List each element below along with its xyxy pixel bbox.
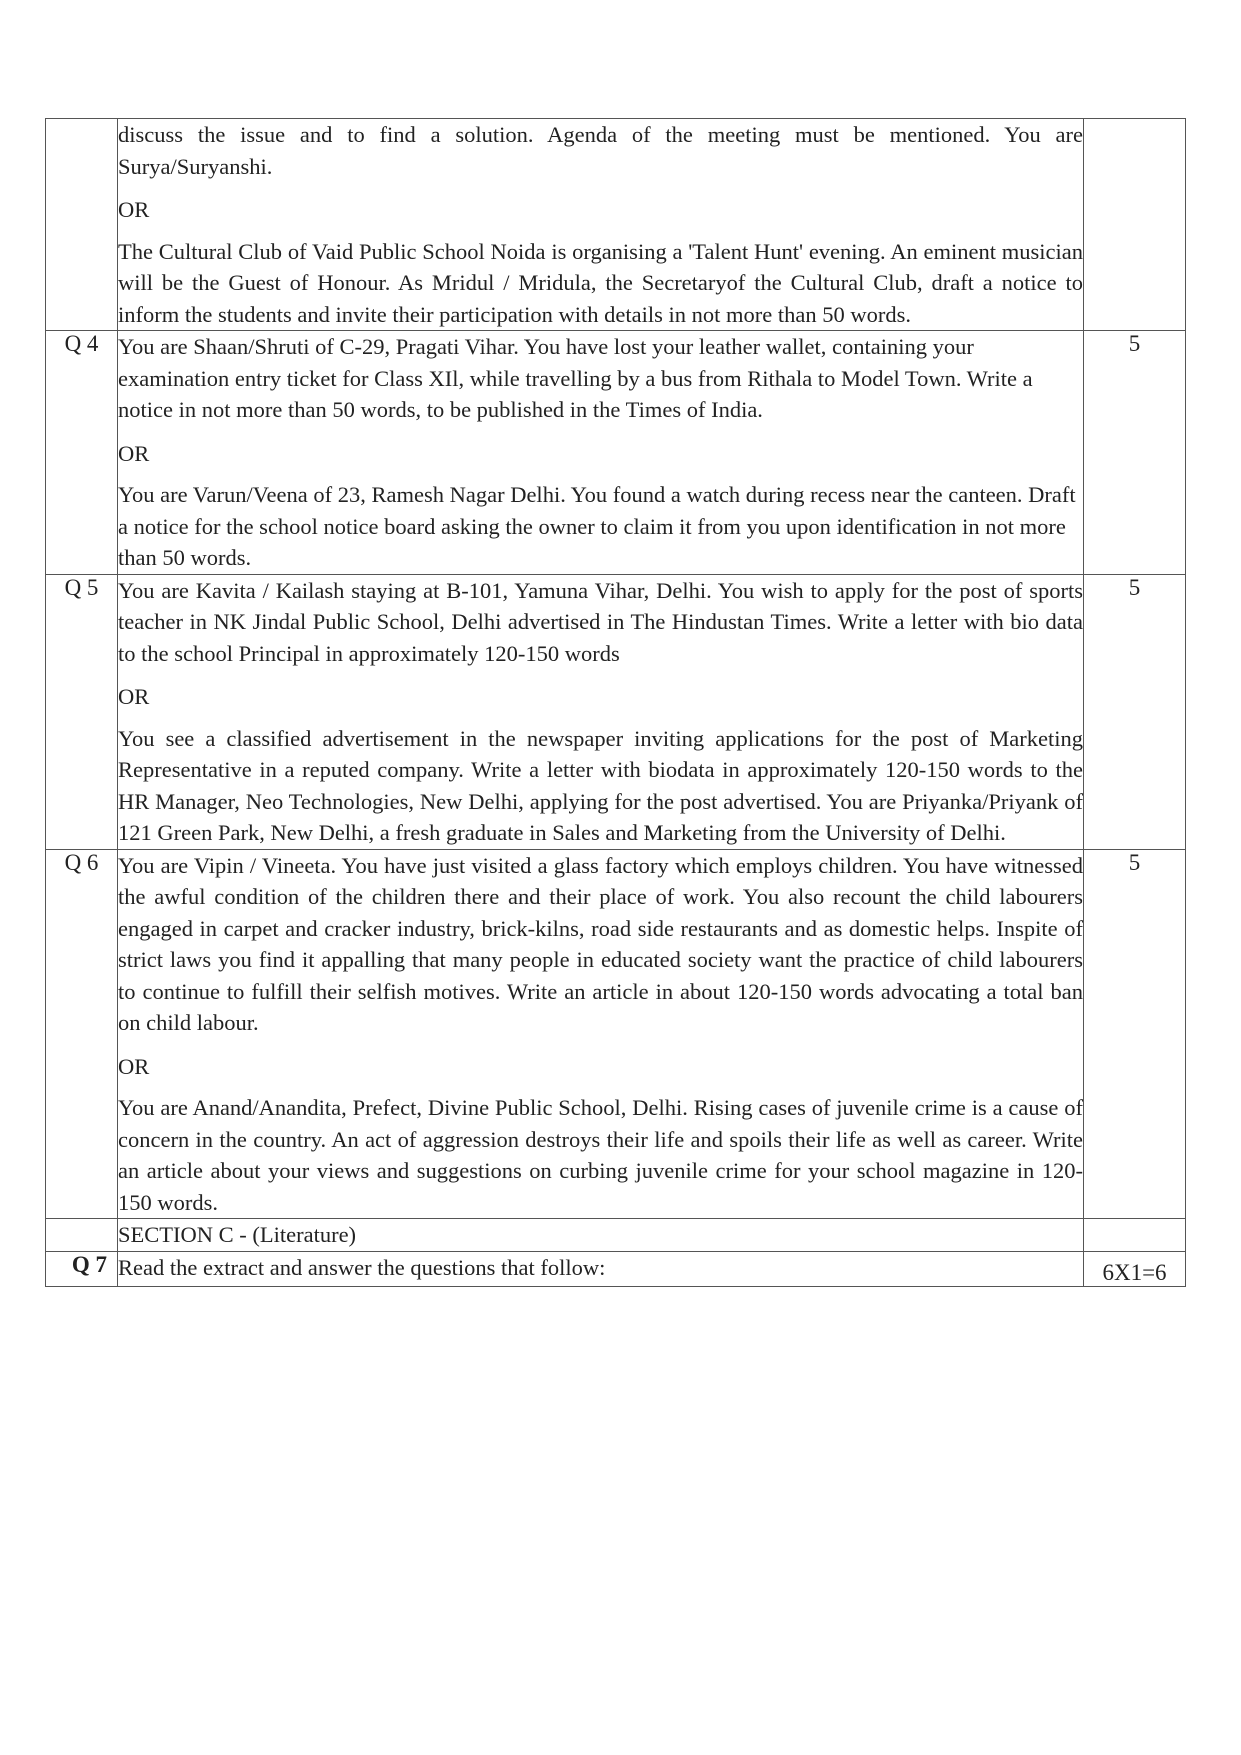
marks-cell: 6X1=6 [1084, 1251, 1186, 1286]
question-number: Q 7 [46, 1251, 118, 1286]
question-row-q7 [46, 1251, 1186, 1286]
question-text: Read the extract and answer the questions that follow: [118, 1251, 1084, 1286]
question-text-cell [118, 849, 1084, 1219]
question-number [46, 1219, 118, 1252]
question-paragraph: You are Shaan/Shruti of C-29, Pragati Vihar. You have lost your leather wallet, containing your examination entry ticket for Class XIl, while travelling by a bus from Rithala to Model Town. Write a notice in not more than 50 words, to be published in the Times of India. [118, 334, 1033, 422]
alternative-question-paragraph: You are Anand/Anandita, Prefect, Divine Public School, Delhi. Rising cases of juvenile crime is a cause of concern in the country. An act of aggression destroys their life and spoils their life as well as career. Write an article about your views and suggestions on curbing juvenile crime for your school magazine in 120-150 words. [118, 1095, 1083, 1215]
question-row-q5 [46, 574, 1186, 849]
or-separator: OR [118, 440, 150, 466]
question-number: Q 5 [46, 574, 118, 849]
alternative-question-paragraph: You are Varun/Veena of 23, Ramesh Nagar Delhi. You found a watch during recess near the canteen. Draft a notice for the school notice board asking the owner to claim it from you upon identification in not more than 50 words. [118, 482, 1076, 570]
question-number [46, 119, 118, 331]
question-number: Q 4 [46, 331, 118, 575]
question-paragraph: You are Kavita / Kailash staying at B-101, Yamuna Vihar, Delhi. You wish to apply for the post of sports teacher in NK Jindal Public School, Delhi advertised in The Hindustan Times. Write a letter with bio data to the school Principal in approximately 120-150 words [118, 577, 1083, 666]
marks-cell [1084, 119, 1186, 331]
question-text-cell [118, 331, 1084, 575]
question-row-q6 [46, 849, 1186, 1219]
question-text-cell [118, 119, 1084, 331]
or-separator: OR [118, 197, 150, 222]
question-row-continuation [46, 119, 1186, 331]
question-paragraph: discuss the issue and to find a solution. Agenda of the meeting must be mentioned. You are Surya/Suryanshi. [118, 122, 1083, 179]
question-text-cell [118, 574, 1084, 849]
question-table [45, 118, 1186, 1287]
question-paragraph: You are Vipin / Vineeta. You have just visited a glass factory which employs children. You have witnessed the awful condition of the children there and their place of work. You also recount the child labourers engaged in carpet and cracker industry, brick-kilns, road side restaurants and as domestic helps. Inspite of strict laws you find it appalling that many people in educated society want the practice of child labourers to continue to fulfill their selfish motives. Write an article in about 120-150 words advocating a total ban on child labour. [118, 852, 1083, 1035]
section-heading-row [46, 1219, 1186, 1252]
question-number: Q 6 [46, 849, 118, 1219]
alternative-question-paragraph: You see a classified advertisement in the newspaper inviting applications for the post of Marketing Representative in a reputed company. Write a letter with biodata in approximately 120-150 words to the HR Manager, Neo Technologies, New Delhi, applying for the post advertised. You are Priyanka/Priyank of 121 Green Park, New Delhi, a fresh graduate in Sales and Marketing from the University of Delhi. [118, 725, 1083, 845]
section-heading: SECTION C - (Literature) [118, 1219, 1084, 1252]
alternative-question-paragraph: The Cultural Club of Vaid Public School Noida is organising a 'Talent Hunt' evening. An eminent musician will be the Guest of Honour. As Mridul / Mridula, the Secretaryof the Cultural Club, draft a notice to inform the students and invite their participation with details in not more than 50 words. [118, 238, 1083, 327]
marks-cell [1084, 1219, 1186, 1252]
marks-cell: 5 [1084, 331, 1186, 575]
or-separator: OR [118, 1053, 150, 1079]
or-separator: OR [118, 684, 150, 709]
question-row-q4 [46, 331, 1186, 575]
marks-cell: 5 [1084, 574, 1186, 849]
marks-cell: 5 [1084, 849, 1186, 1219]
